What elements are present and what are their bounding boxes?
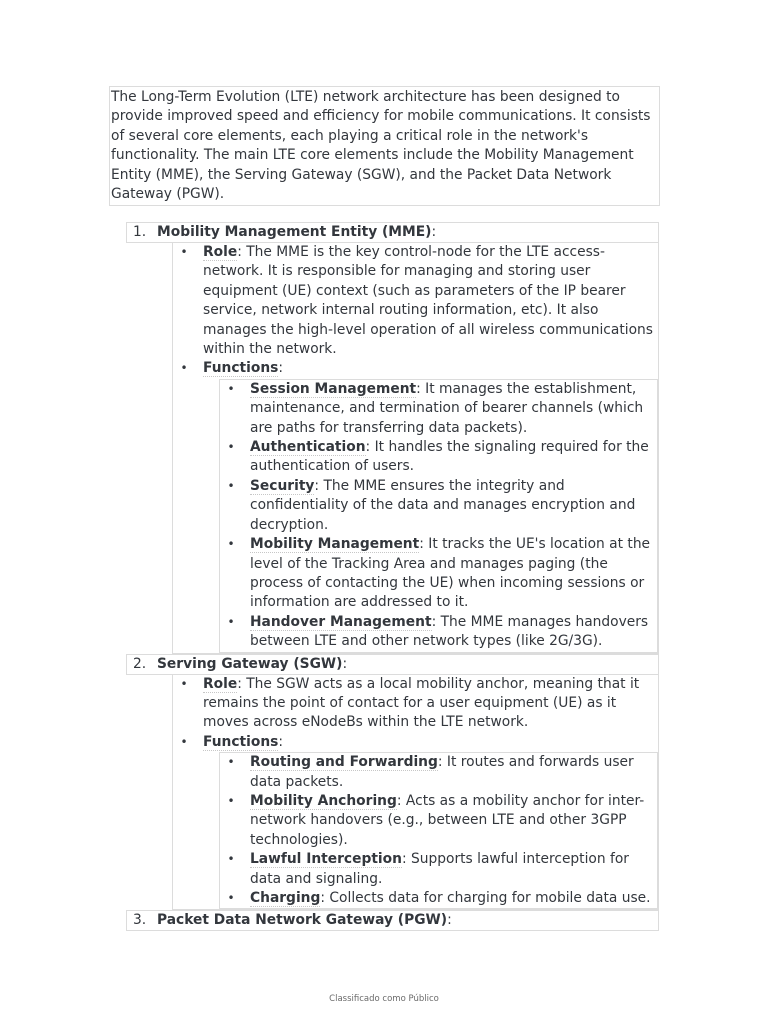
mme-details	[172, 243, 659, 654]
intro-paragraph: The Long-Term Evolution (LTE) network architecture has been designed to provide improved speed and efficiency for mobile communications. It consists of several core elements, each playing a critical role in the network's functionality. The main LTE core elements include the Mobility Management Entity (MME), the Serving Gateway (SGW), and the Packet Data Network Gateway (PGW).	[109, 86, 660, 206]
section-title: Mobility Management Entity (MME)	[157, 224, 432, 240]
classification-footer: Classificado como Público	[329, 994, 439, 1004]
function-term: Charging	[250, 890, 321, 906]
section-heading-sgw: 2. Serving Gateway (SGW):	[126, 654, 659, 675]
list-item	[220, 792, 657, 850]
bullet-icon: •	[180, 361, 188, 376]
bullet-icon: •	[227, 440, 235, 455]
function-term: Handover Management	[250, 613, 432, 630]
section-number: 3.	[133, 912, 147, 929]
section-number: 1.	[133, 224, 147, 240]
bullet-icon: •	[180, 734, 188, 749]
role-label: Role	[203, 675, 238, 692]
function-text: : It routes and forwards user data packets.	[250, 754, 634, 790]
function-text: : It tracks the UE's location at the level of the Tracking Area and manages paging (the process of contacting the UE) when incoming sessions or information are addressed to it.	[250, 536, 651, 611]
section-heading-mme: 1. Mobility Management Entity (MME):	[126, 222, 659, 243]
list-item	[220, 380, 657, 438]
functions-label: Functions	[203, 360, 279, 377]
list-item	[220, 613, 657, 652]
mme-functions-list	[219, 379, 658, 653]
section-list	[126, 222, 659, 931]
bullet-icon: •	[227, 755, 235, 770]
list-item-functions: • Functions:	[173, 359, 658, 378]
function-term: Lawful Interception	[250, 851, 402, 868]
bullet-icon: •	[227, 381, 235, 396]
function-term: Routing and Forwarding	[250, 754, 438, 771]
section-title: Packet Data Network Gateway (PGW)	[157, 912, 448, 929]
function-term: Mobility Anchoring	[250, 792, 397, 809]
function-text: : Supports lawful interception for data and signaling.	[250, 851, 629, 887]
list-item-role	[173, 675, 658, 733]
function-text: : The MME ensures the integrity and confidentiality of the data and manages encryption and decryption.	[250, 477, 636, 533]
section-title: Serving Gateway (SGW)	[157, 655, 343, 672]
list-item-functions: • Functions:	[173, 733, 658, 752]
list-item	[220, 477, 657, 535]
function-text: : Collects data for charging for mobile data use.	[320, 890, 651, 906]
bullet-icon: •	[227, 614, 235, 629]
function-term: Security	[250, 477, 315, 494]
section-number: 2.	[133, 655, 147, 672]
function-text: : The MME manages handovers between LTE and other network types (like 2G/3G).	[250, 613, 649, 650]
role-text: : The MME is the key control-node for the LTE access-network. It is responsible for managing and storing user equipment (UE) context (such as parameters of the IP bearer service, network internal routing information, etc). It also manages the high-level operation of all wireless communications within the network.	[203, 244, 653, 358]
list-item	[220, 850, 657, 889]
list-item	[220, 535, 657, 613]
role-label: Role	[203, 244, 238, 260]
function-term: Mobility Management	[250, 536, 420, 553]
function-term: Session Management	[250, 380, 417, 397]
sgw-functions-list	[219, 752, 658, 909]
bullet-icon: •	[227, 478, 235, 493]
bullet-icon: •	[227, 891, 235, 905]
list-item-role	[173, 243, 658, 359]
function-text: : It manages the establishment, maintenance, and termination of bearer channels (which are paths for transferring data packets).	[250, 380, 644, 436]
bullet-icon: •	[227, 537, 235, 552]
function-term: Authentication	[250, 439, 366, 456]
role-text: : The SGW acts as a local mobility anchor, meaning that it remains the point of contact for a user equipment (UE) as it moves across eNodeBs within the LTE network.	[203, 675, 640, 731]
bullet-icon: •	[227, 793, 235, 808]
section-heading-pgw: 3. Packet Data Network Gateway (PGW):	[126, 910, 659, 931]
bullet-icon: •	[180, 245, 188, 259]
list-item	[220, 889, 657, 908]
list-item	[220, 438, 657, 477]
bullet-icon: •	[180, 676, 188, 691]
functions-label: Functions	[203, 733, 279, 750]
bullet-icon: •	[227, 852, 235, 867]
function-text: : Acts as a mobility anchor for inter-network handovers (e.g., between LTE and other 3GPP technologies).	[250, 792, 645, 848]
list-item	[220, 753, 657, 792]
sgw-details	[172, 675, 659, 911]
function-text: : It handles the signaling required for the authentication of users.	[250, 439, 649, 475]
